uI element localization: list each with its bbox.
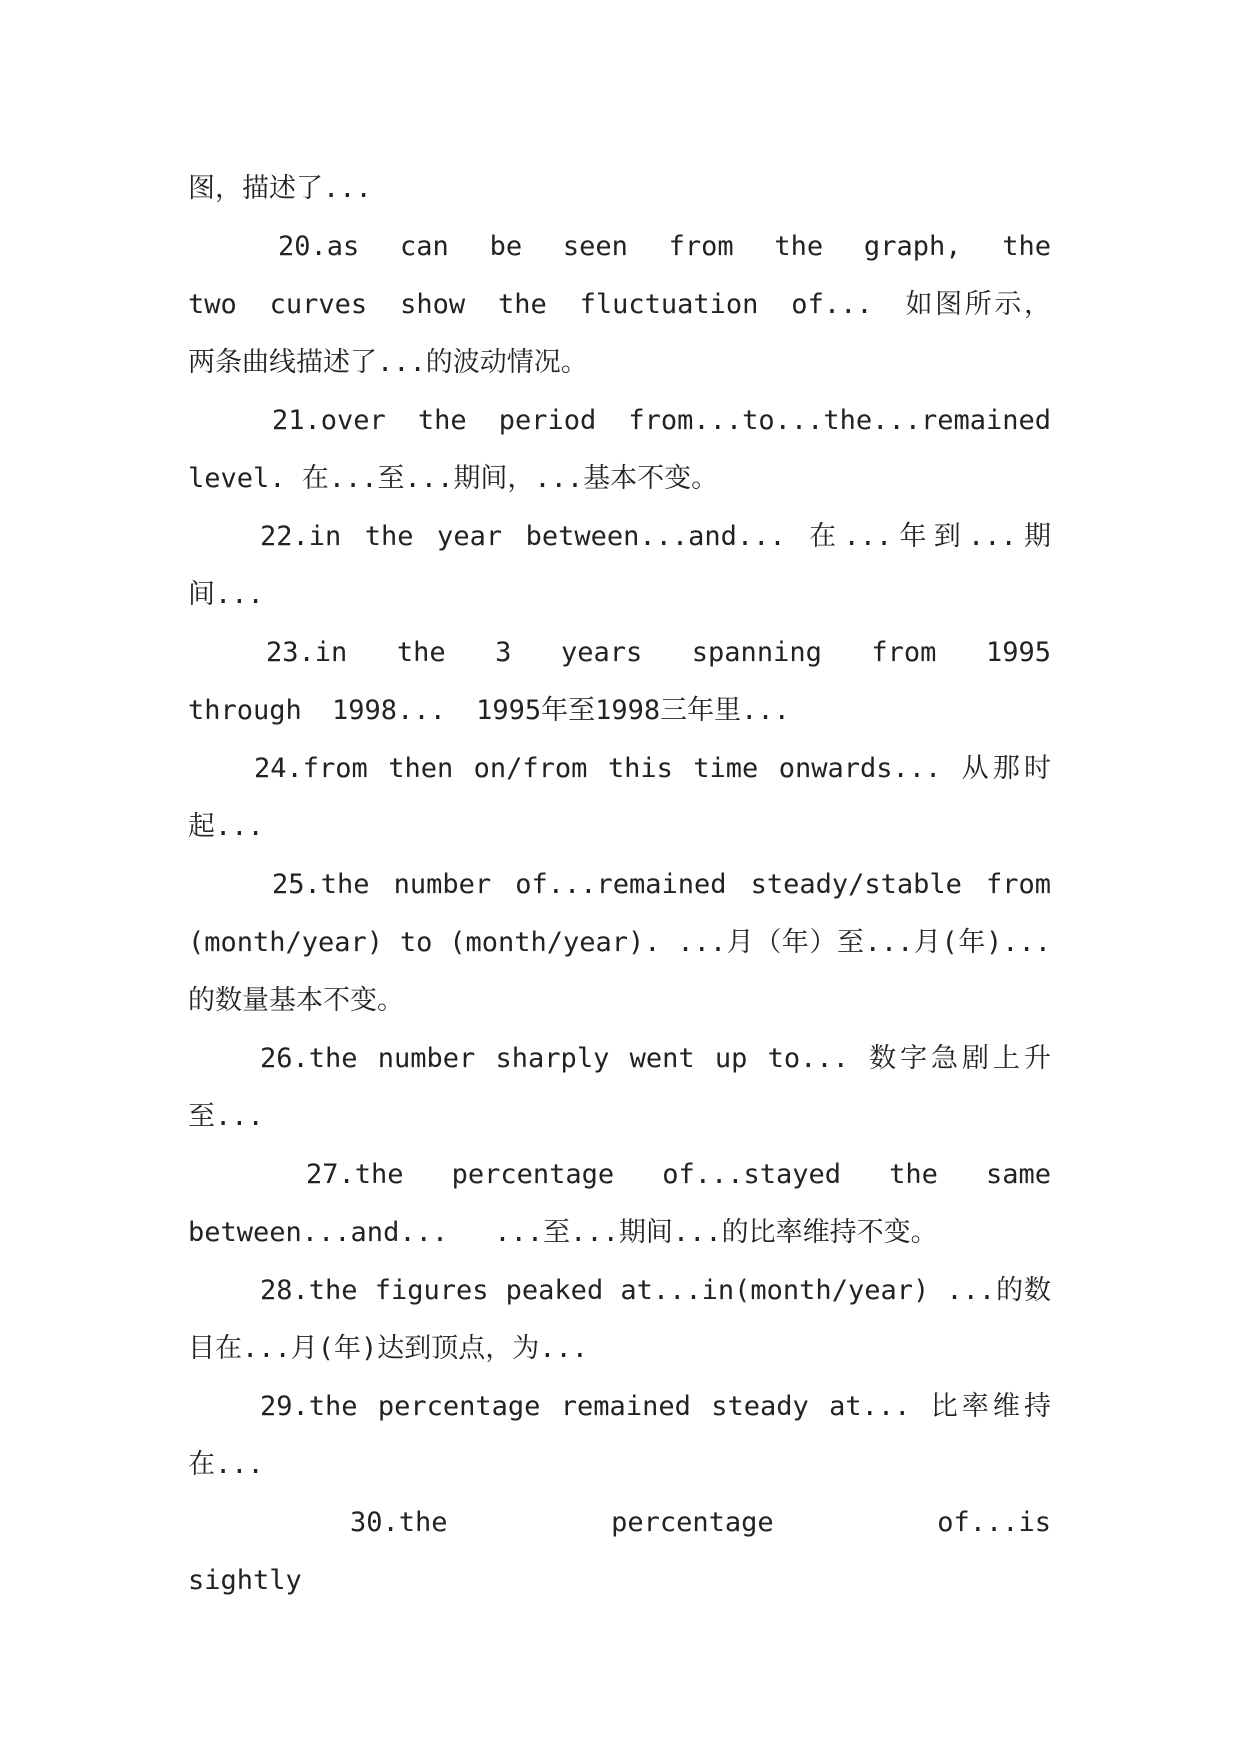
paragraph-item-25: 25.the number of...remained steady/stable from (month/year) to (month/year). ...月（年）至...月(年)...的数量基本不变。 <box>188 869 1051 1016</box>
paragraph-item-26: 26.the number sharply went up to... 数字急剧上升至... <box>188 1043 1051 1132</box>
document-body <box>188 160 1051 1610</box>
paragraph-item-29: 29.the percentage remained steady at... 比率维持在... <box>188 1391 1051 1480</box>
paragraph-continuation: 图，描述了... <box>188 173 372 204</box>
paragraph-item-28: 28.the figures peaked at...in(month/year) ...的数目在...月(年)达到顶点，为... <box>188 1275 1051 1364</box>
paragraph-item-23: 23.in the 3 years spanning from 1995 through 1998... 1995年至1998三年里... <box>188 637 1051 726</box>
paragraph-item-22: 22.in the year between...and... 在...年到...期间... <box>188 521 1051 610</box>
paragraph-item-21: 21.over the period from...to...the...remained level. 在...至...期间，...基本不变。 <box>188 405 1051 494</box>
paragraph-item-20: 20.as can be seen from the graph, the two curves show the fluctuation of... 如图所示，两条曲线描述了...的波动情况。 <box>188 231 1051 378</box>
paragraph-item-27: 27.the percentage of...stayed the same between...and... ...至...期间...的比率维持不变。 <box>188 1159 1051 1248</box>
paragraph-item-30: 30.the percentage of...is sightly <box>188 1507 1051 1596</box>
paragraph-item-24: 24.from then on/from this time onwards... 从那时起... <box>188 753 1051 842</box>
